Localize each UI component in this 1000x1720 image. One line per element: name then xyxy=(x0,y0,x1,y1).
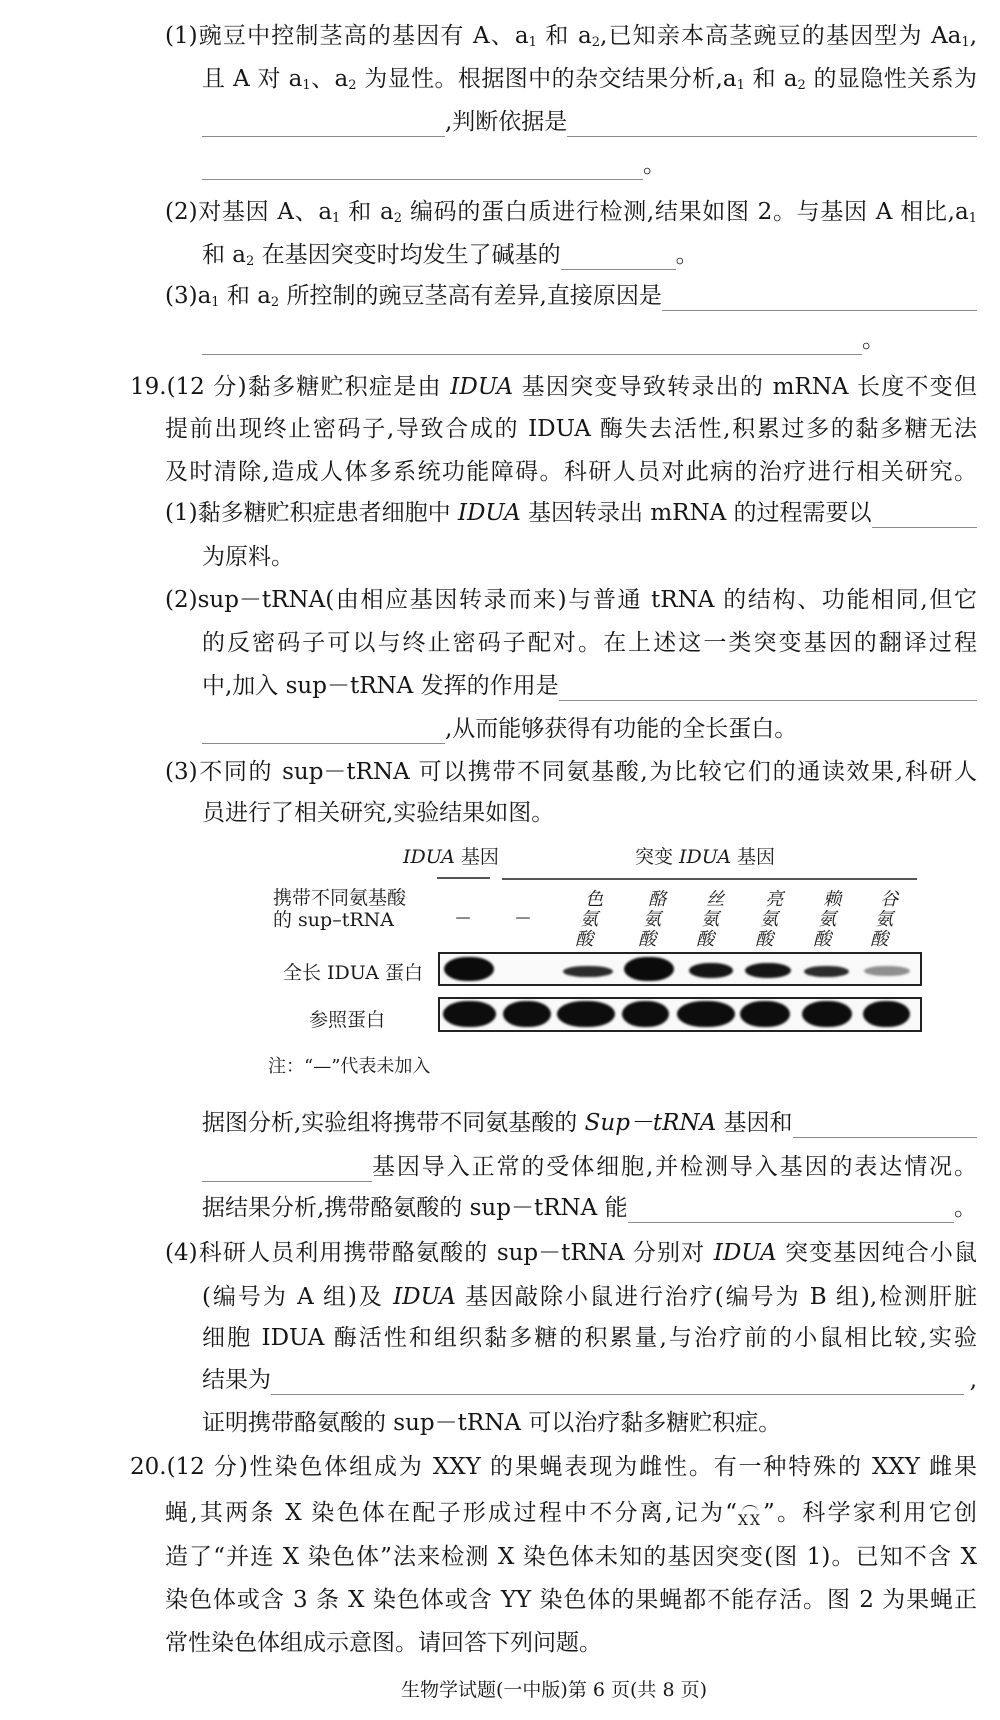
band-lane-1 xyxy=(444,957,494,981)
lane-1-trna-none: — xyxy=(455,908,471,926)
q20-stem-line3: 造了“并连 X 染色体”法来检测 X 染色体未知的基因突变(图 1)。已知不含 X xyxy=(165,1544,977,1570)
q20-stem-line2: 蝇,其两条 X 染色体在配子形成过程中不分离,记为“X X ”。科学家利用它创 xyxy=(165,1500,977,1529)
band-lane-4 xyxy=(622,1001,669,1027)
band-lane-5 xyxy=(677,1001,735,1027)
q19-part3-line1: (3)不同的 sup－tRNA 可以携带不同氨基酸,为比较它们的通读效果,科研人 xyxy=(165,759,977,785)
q19-stem-line2: 提前出现终止密码子,导致合成的 IDUA 酶失去活性,积累过多的黏多糖无法 xyxy=(165,416,977,442)
q18-part1-line2: 且 A 对 $a_1$、$a_2$ 为显性。根据图中的杂交结果分析$,a_1$ 和 $a_2$ 的显隐性关系为 xyxy=(202,66,978,93)
band-lane-3 xyxy=(563,966,613,977)
band-lane-7 xyxy=(802,1001,852,1027)
lane-3-trna-label: 色 氨 酸 xyxy=(574,889,608,950)
answer-blank xyxy=(271,1366,964,1395)
answer-blank xyxy=(202,326,862,355)
answer-blank xyxy=(202,1153,372,1182)
band-lane-3 xyxy=(557,1001,615,1027)
q19-stem-line1: 19.(12 分)黏多糖贮积症是由 IDUA 基因突变导致转录出的 mRNA 长度不变但 xyxy=(130,374,977,400)
row-label-trna-line1: 携带不同氨基酸 xyxy=(273,887,407,909)
q19-part1-line2: 为原料。 xyxy=(202,544,294,570)
figure-header-mutant: 突变 IDUA 基因 xyxy=(635,846,775,868)
lane-2-trna-none: — xyxy=(515,908,531,926)
page-footer: 生物学试题(一中版)第 6 页(共 8 页) xyxy=(401,1679,707,1701)
figure-note: 注：“—”代表未加入 xyxy=(268,1056,431,1077)
answer-blank xyxy=(872,499,978,528)
band-lane-8 xyxy=(863,1001,910,1027)
q18-part1-line3: ,判断依据是 xyxy=(202,107,977,137)
answer-blank xyxy=(561,241,676,270)
q20-stem-line1: 20.(12 分)性染色体组成为 XXY 的果蝇表现为雌性。有一种特殊的 XXY 雌果 xyxy=(130,1454,977,1480)
q18-part2-line2: 和 $a_2$ 在基因突变时均发生了碱基的 。 xyxy=(202,242,699,269)
lane-8-trna-label: 谷 氨 酸 xyxy=(869,889,903,950)
answer-blank xyxy=(662,282,977,311)
lane-4-trna-label: 酪 氨 酸 xyxy=(637,889,671,950)
q19-part3-line4: 基因导入正常的受体细胞,并检测导入基因的表达情况。 xyxy=(202,1152,977,1182)
q18-part2-line1: (2)对基因 A、$a_1$ 和 $a_2$ 编码的蛋白质进行检测,结果如图 2。与基因 A 相比$,a_1$ xyxy=(165,199,977,226)
blot-full-length-idua xyxy=(438,952,922,986)
q19-part3-line3: 据图分析,实验组将携带不同氨基酸的 Sup－tRNA 基因和 xyxy=(202,1108,977,1138)
band-lane-1 xyxy=(443,1001,496,1027)
q19-part3-line2: 员进行了相关研究,实验结果如图。 xyxy=(202,800,555,826)
row-label-full-length: 全长 IDUA 蛋白 xyxy=(283,962,423,984)
attached-x-symbol: X X xyxy=(737,1514,763,1528)
lane-6-trna-label: 亮 氨 酸 xyxy=(754,889,788,950)
answer-blank xyxy=(559,672,977,701)
q19-part4-line3: 细胞 IDUA 酶活性和组织黏多糖的积累量,与治疗前的小鼠相比较,实验 xyxy=(202,1325,977,1351)
band-lane-7 xyxy=(804,966,849,977)
q20-stem-line4: 染色体或含 3 条 X 染色体或含 YY 染色体的果蝇都不能存活。图 2 为果蝇正 xyxy=(165,1587,977,1613)
lane-7-trna-label: 赖 氨 酸 xyxy=(812,889,846,950)
row-label-reference: 参照蛋白 xyxy=(309,1009,386,1031)
q19-part2-line2: 的反密码子可以与终止密码子配对。在上述这一类突变基因的翻译过程 xyxy=(202,630,977,656)
figure-header-wild-type: IDUA 基因 xyxy=(403,846,499,868)
blot-reference-protein xyxy=(438,997,922,1032)
q19-part4-line2: (编号为 A 组)及 IDUA 基因敲除小鼠进行治疗(编号为 B 组),检测肝脏 xyxy=(202,1284,978,1310)
q19-stem-line3: 及时清除,造成人体多系统功能障碍。科研人员对此病的治疗进行相关研究。 xyxy=(165,459,977,485)
band-lane-4 xyxy=(624,957,674,981)
q18-part1-line4: 。 xyxy=(202,150,977,180)
q18-part3-line1: $(3)a_1$ 和 $a_2$ 所控制的豌豆茎高有差异,直接原因是 xyxy=(165,281,977,311)
q19-part4-line1: (4)科研人员利用携带酪氨酸的 sup－tRNA 分别对 IDUA 突变基因纯合小鼠 xyxy=(165,1240,977,1266)
answer-blank xyxy=(567,108,977,137)
answer-blank xyxy=(628,1194,954,1223)
q19-part1-line1: (1)黏多糖贮积症患者细胞中 IDUA 基因转录出 mRNA 的过程需要以 xyxy=(165,498,977,528)
answer-blank xyxy=(202,151,643,180)
band-lane-2 xyxy=(503,1001,551,1027)
q19-part4-line5: 证明携带酪氨酸的 sup－tRNA 可以治疗黏多糖贮积症。 xyxy=(202,1410,782,1436)
band-lane-5 xyxy=(689,963,733,978)
answer-blank xyxy=(202,715,445,744)
q19-part2-line4: ,从而能够获得有功能的全长蛋白。 xyxy=(202,714,977,744)
q18-part3-line2: 。 xyxy=(202,325,977,355)
q18-part1-line1: (1)豌豆中控制茎高的基因有 A、$a_1$ 和 $a_2$,已知亲本高茎豌豆的基因型为 $Aa_1$, xyxy=(165,23,977,50)
q20-stem-line5: 常性染色体组成示意图。请回答下列问题。 xyxy=(165,1630,602,1656)
q19-part4-line4: 结果为 , xyxy=(202,1367,977,1393)
answer-blank xyxy=(793,1109,977,1138)
header-underline-mutant xyxy=(502,878,917,880)
q19-part3-line5: 据结果分析,携带酪氨酸的 sup－tRNA 能 。 xyxy=(202,1195,977,1221)
band-lane-6 xyxy=(745,963,791,978)
header-underline-wild-type xyxy=(437,877,490,879)
q19-part2-line3: 中,加入 sup－tRNA 发挥的作用是 xyxy=(202,671,977,701)
answer-blank xyxy=(202,108,445,137)
q19-part2-line1: (2)sup－tRNA(由相应基因转录而来)与普通 tRNA 的结构、功能相同,但它 xyxy=(165,587,977,613)
lane-5-trna-label: 丝 氨 酸 xyxy=(695,889,729,950)
band-lane-8 xyxy=(864,966,910,976)
row-label-trna-line2: 的 sup–tRNA xyxy=(273,909,394,931)
band-lane-6 xyxy=(740,1001,790,1027)
